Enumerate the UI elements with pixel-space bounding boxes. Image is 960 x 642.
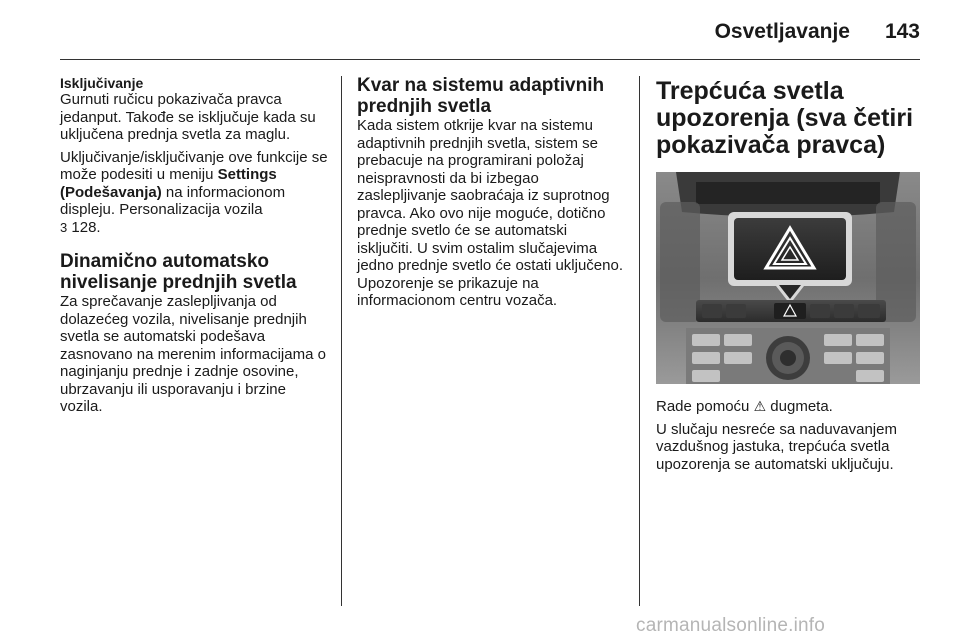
page-reference-arrow-icon: 3 <box>60 219 68 235</box>
column-2 <box>357 75 627 310</box>
paragraph-settings: Uključivanje/isključivanje ove funkcije se može podesiti u meniju Settings (Podešavanja) na informacionom displeju. Personalizacija vozila 3 128. <box>60 148 328 236</box>
paragraph-dinamicno: Za sprečavanje zaslepljivanja od dolazećeg vozila, nivelisanje prednjih svetla se automatski podešava zasnovano na merenim informacijama o naginjanju prednje i zadnje osovine, ubrzavanju ili usporavanju i brzine vozila. <box>60 293 326 415</box>
paragraph-iskljucivanje: Gurnuti ručicu pokazivača pravca jedanput. Takođe se isključuje kada su uključena prednja svetla za maglu. <box>60 91 316 143</box>
page-header-title: Osvetljavanje <box>714 20 850 43</box>
page-number: 143 <box>884 20 920 43</box>
paragraph-kvar: Kada sistem otkrije kvar na sistemu adaptivnih prednjih svetla, sistem se prebacuje na programirani položaj neispravnosti da bi izbegao zaslepljivanje saobraćaja iz suprotnog pravca. Ako ovo nije moguće, dotično prednje svetlo će se automatski isključiti. U svim ostalim slučajevima jedno prednje svetlo će ostati uključeno. Upozorenje se prikazuje na informacionom centru vozača. <box>357 117 624 309</box>
watermark: carmanualsonline.info <box>636 615 826 636</box>
subheading-iskljucivanje: Isključivanje <box>60 75 144 91</box>
paragraph-rade-pomocu: Rade pomoću ⚠ dugmeta. <box>656 398 833 415</box>
section-heading-trepcuca: Trepćuća svetla upozorenja (sva četiri pokazivača pravca) <box>656 77 914 159</box>
column-divider-left <box>341 76 342 606</box>
column-3 <box>656 75 922 473</box>
header-rule <box>60 59 920 60</box>
column-divider-right <box>639 76 640 606</box>
section-heading-kvar: Kvar na sistemu adaptivnih prednjih svetla <box>357 75 605 117</box>
section-heading-dinamicno: Dinamično automatsko nivelisanje prednjih svetla <box>60 251 297 293</box>
column-1 <box>60 75 330 416</box>
hazard-button-photo <box>656 172 920 384</box>
settings-menu-label: Settings (Podešavanja) <box>60 166 277 201</box>
paragraph-nesreca: U slučaju nesreće sa naduvavanjem vazdušnog jastuka, trepćuća svetla upozorenja se automatski uključuju. <box>656 420 897 473</box>
hazard-warning-icon: ⚠ <box>753 398 767 414</box>
